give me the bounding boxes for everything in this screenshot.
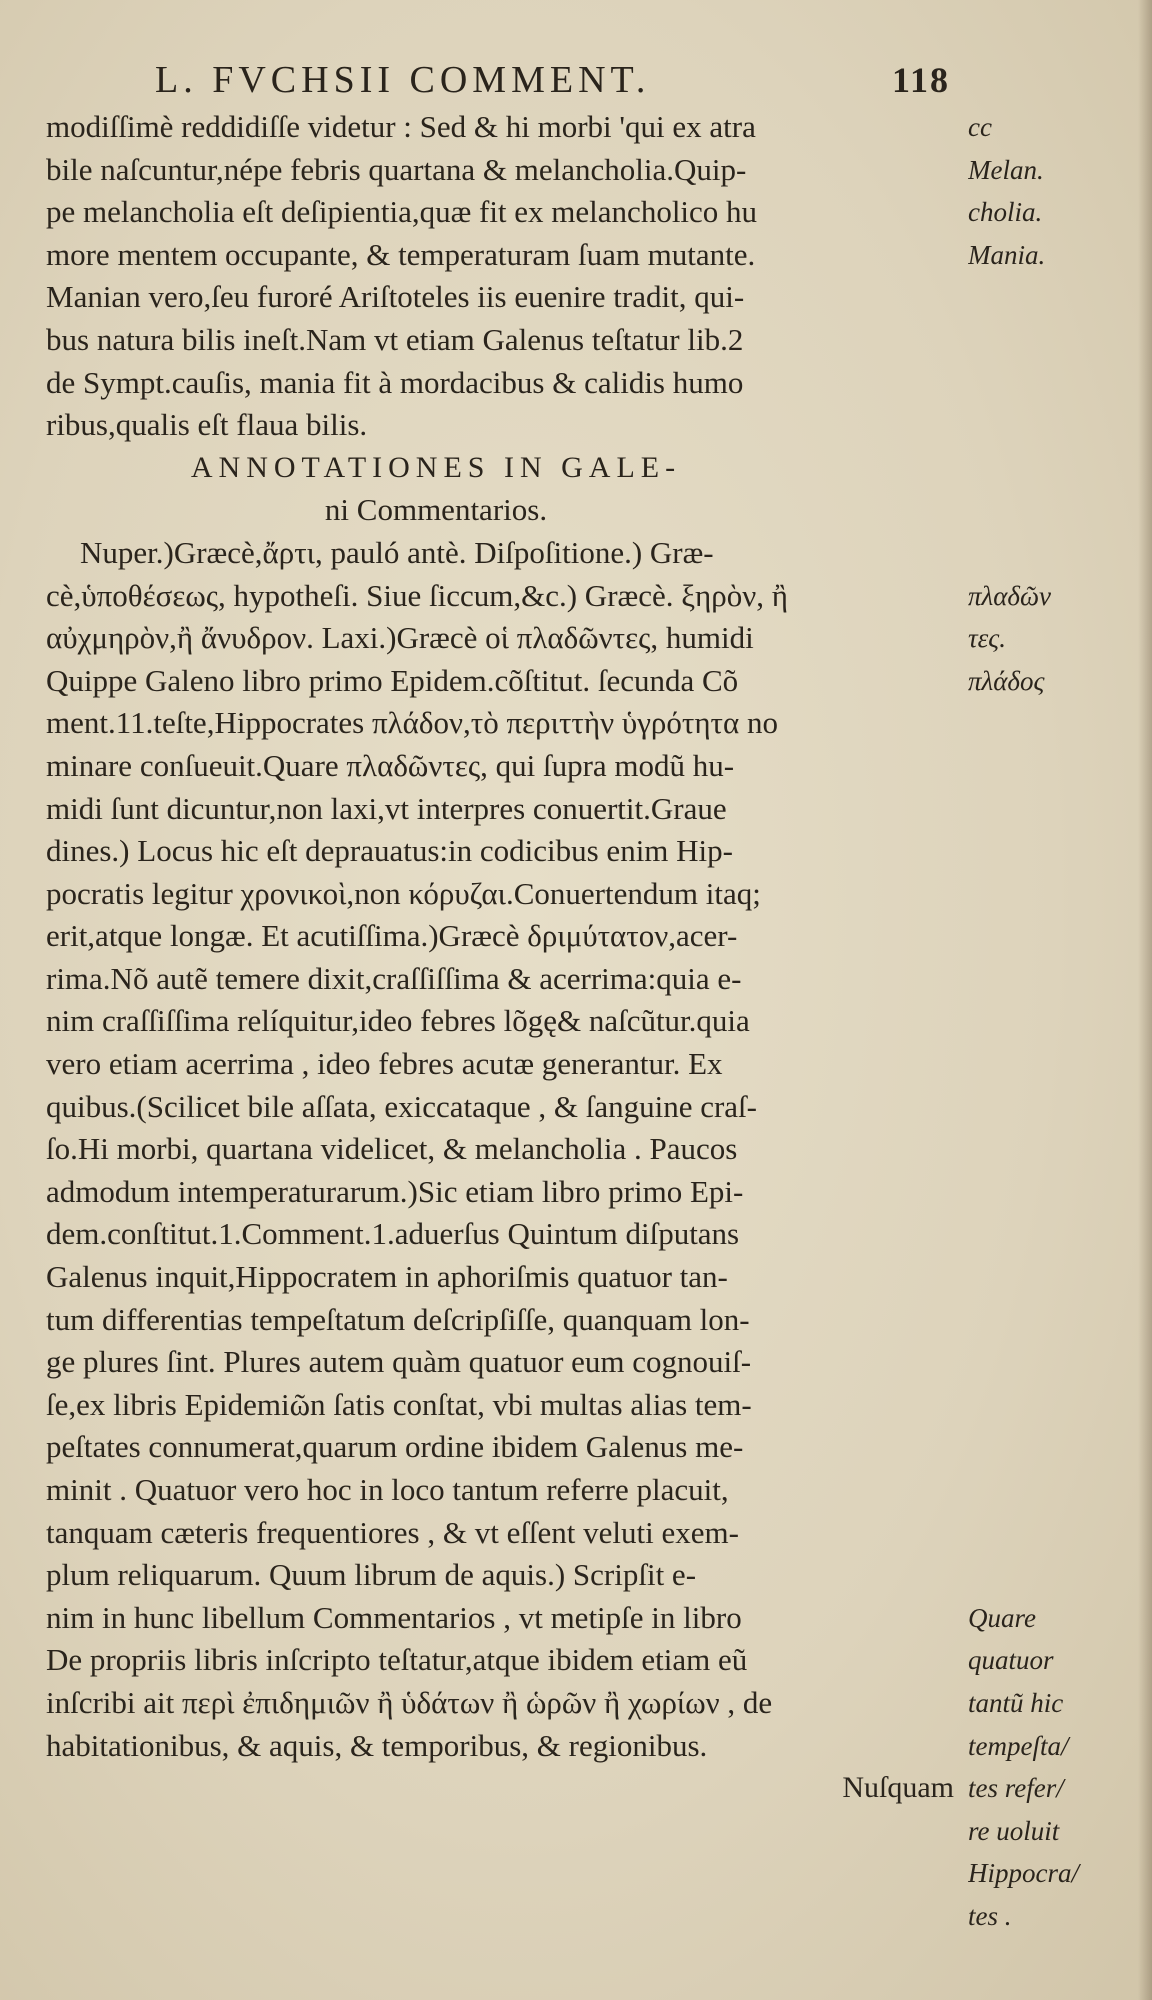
text-line: modiſſimè reddidiſſe videtur : Sed & hi morbi 'qui ex atra bbox=[46, 109, 756, 144]
annotation-line: tanquam cæteris frequentiores , & vt eſſent veluti exem- bbox=[46, 1514, 739, 1550]
annotation-line: nim craſſiſſima relíquitur,ideo febres lõgę& naſcũtur.quia bbox=[46, 1003, 750, 1039]
marginal-note: tes . bbox=[968, 1900, 1012, 1931]
marginal-note bbox=[968, 1086, 1148, 1129]
marginal-note bbox=[968, 1299, 1148, 1342]
annotation-line: admodum intemperaturarum.)Sic etiam libro primo Epi- bbox=[46, 1173, 744, 1209]
marginal-note bbox=[968, 1213, 1148, 1256]
annotation-line: Galenus inquit,Hippocratem in aphoriſmis quatuor tan- bbox=[46, 1259, 728, 1295]
annotation-line: ſe,ex libris Epidemiῶn ſatis conſtat, vbi multas alias tem- bbox=[46, 1386, 752, 1422]
marginal-note: re uoluit bbox=[968, 1815, 1060, 1846]
marginal-note bbox=[968, 276, 1148, 319]
marginal-note bbox=[968, 1384, 1148, 1427]
marginal-note bbox=[968, 1256, 1148, 1299]
marginal-note bbox=[968, 1043, 1148, 1086]
marginal-note: πλάδος bbox=[968, 665, 1045, 696]
marginal-note bbox=[968, 830, 1148, 873]
catchword: Nuſquam bbox=[842, 1771, 954, 1805]
marginal-note: Melan. bbox=[968, 154, 1044, 185]
marginal-note: quatuor bbox=[968, 1645, 1054, 1676]
text-line: ribus,qualis eſt flaua bilis. bbox=[46, 407, 368, 443]
annotation-line: vero etiam acerrima , ideo febres acutæ generantur. Ex bbox=[46, 1046, 723, 1082]
marginal-note bbox=[968, 788, 1148, 831]
marginal-note bbox=[968, 404, 1148, 447]
annotation-line: plum reliquarum. Quum librum de aquis.) Scripſit e- bbox=[46, 1557, 697, 1593]
annotation-line: ment.11.teſte,Hippocrates πλάδον,τὸ περιττὴν ὑγρότητα no bbox=[46, 705, 778, 741]
marginal-note bbox=[968, 702, 1148, 745]
annotation-line: inſcribi ait περὶ ἐπιδημιῶν ἢ ὑδάτων ἢ ὡρῶν ἢ χωρίων , de bbox=[46, 1684, 773, 1720]
marginal-note bbox=[968, 319, 1148, 362]
marginal-note: Quare bbox=[968, 1602, 1036, 1633]
marginal-note bbox=[968, 1128, 1148, 1171]
marginal-note bbox=[968, 489, 1148, 532]
marginal-note: tes refer/ bbox=[968, 1773, 1064, 1804]
marginal-note bbox=[968, 1554, 1148, 1597]
marginal-note bbox=[968, 362, 1148, 405]
page-header bbox=[155, 52, 975, 108]
marginal-note bbox=[968, 873, 1148, 916]
marginal-note: Hippocra/ bbox=[968, 1858, 1079, 1889]
annotation-line: erit,atque longæ. Et acutiſſima.)Græcè δριμύτατον,acer- bbox=[46, 918, 738, 954]
page-edge-shadow bbox=[1138, 0, 1152, 2000]
marginal-note bbox=[968, 1512, 1148, 1555]
annotation-line: peſtates connumerat,quarum ordine ibidem Galenus me- bbox=[46, 1429, 744, 1465]
marginal-note: tantũ hic bbox=[968, 1687, 1064, 1718]
marginal-note bbox=[968, 1171, 1148, 1214]
annotation-line: ge plures ſint. Plures autem quàm quatuor eum cognouiſ- bbox=[46, 1344, 752, 1380]
annotation-line: cè,ὑποθέσεως, hypotheſi. Siue ſiccum,&c.) Græcè. ξηρὸν, ἢ bbox=[46, 577, 788, 613]
annotation-line: minit . Quatuor vero hoc in loco tantum referre placuit, bbox=[46, 1472, 729, 1507]
text-line: Manian vero,ſeu furoré Ariſtoteles iis euenire tradit, qui- bbox=[46, 279, 745, 315]
marginal-note bbox=[968, 1426, 1148, 1469]
text-line: bus natura bilis ineſt.Nam vt etiam Galenus teſtatur lib.2 bbox=[46, 321, 744, 357]
main-text-column bbox=[46, 106, 966, 1810]
marginal-note bbox=[968, 1469, 1148, 1512]
annotation-line: midi ſunt dicuntur,non laxi,vt interpres conuertit.Graue bbox=[46, 790, 727, 826]
section-heading-continued: ni Commentarios. bbox=[324, 492, 548, 528]
annotation-line: dem.conſtitut.1.Comment.1.aduerſus Quintum diſputans bbox=[46, 1216, 740, 1252]
marginal-note: cholia. bbox=[968, 197, 1043, 228]
marginal-note: tempeſta/ bbox=[968, 1730, 1069, 1761]
text-line: pe melancholia eſt deſipientia,quæ fit ex melancholico hu bbox=[46, 194, 758, 230]
marginal-note bbox=[968, 1000, 1148, 1043]
marginalia-column bbox=[968, 106, 1148, 1938]
annotation-line: nim in hunc libellum Commentarios , vt metipſe in libro bbox=[46, 1599, 742, 1635]
annotation-line: quibus.(Scilicet bile aſſata, exiccataque , & ſanguine craſ- bbox=[46, 1088, 757, 1124]
marginal-note bbox=[968, 915, 1148, 958]
running-head: L. FVCHSII COMMENT. bbox=[155, 59, 651, 101]
annotation-line: minare conſueuit.Quare πλαδῶντες, qui ſupra modũ hu- bbox=[46, 747, 735, 783]
annotation-line: De propriis libris inſcripto teſtatur,atque ibidem etiam eũ bbox=[46, 1642, 748, 1678]
text-line: bile naſcuntur,népe febris quartana & melancholia.Quip- bbox=[46, 151, 747, 187]
annotation-line: αὐχμηρὸν,ἢ ἄνυδρον. Laxi.)Græcè οἱ πλαδῶντες, humidi bbox=[46, 620, 754, 656]
annotation-line: Nuper.)Græcè,ἄρτι, pauló antè. Diſpoſitione.) Græ- bbox=[80, 534, 714, 570]
marginal-note: πλαδῶν bbox=[968, 580, 1051, 611]
marginal-note bbox=[968, 958, 1148, 1001]
marginal-note: τες. bbox=[968, 623, 1007, 654]
annotation-line: Quippe Galeno libro primo Epidem.cõſtitut. ſecunda Cõ bbox=[46, 662, 739, 698]
text-line: de Sympt.cauſis, mania fit à mordacibus & calidis humo bbox=[46, 364, 744, 400]
text-line: more mentem occupante, & temperaturam ſuam mutante. bbox=[46, 236, 756, 272]
annotation-line: habitationibus, & aquis, & temporibus, & regionibus. bbox=[46, 1727, 708, 1763]
annotation-line: dines.) Locus hic eſt deprauatus:in codicibus enim Hip- bbox=[46, 833, 733, 869]
marginal-note bbox=[968, 1341, 1148, 1384]
marginal-note: Mania. bbox=[968, 239, 1046, 270]
marginal-note bbox=[968, 745, 1148, 788]
section-heading: ANNOTATIONES IN GALE- bbox=[190, 450, 682, 484]
annotation-line: pocratis legitur χρονικοὶ,non κόρυζαι.Conuertendum itaq; bbox=[46, 875, 761, 911]
page-number: 118 bbox=[891, 60, 950, 100]
annotation-line: tum differentias tempeſtatum deſcripſiſſe, quanquam lon- bbox=[46, 1301, 750, 1337]
marginal-note: cc bbox=[968, 112, 992, 142]
marginal-note bbox=[968, 532, 1148, 575]
marginal-note bbox=[968, 447, 1148, 490]
annotation-line: rima.Nõ autẽ temere dixit,craſſiſſima & acerrima:quia e- bbox=[46, 960, 742, 996]
annotation-line: ſo.Hi morbi, quartana videlicet, & melancholia . Paucos bbox=[46, 1131, 738, 1167]
